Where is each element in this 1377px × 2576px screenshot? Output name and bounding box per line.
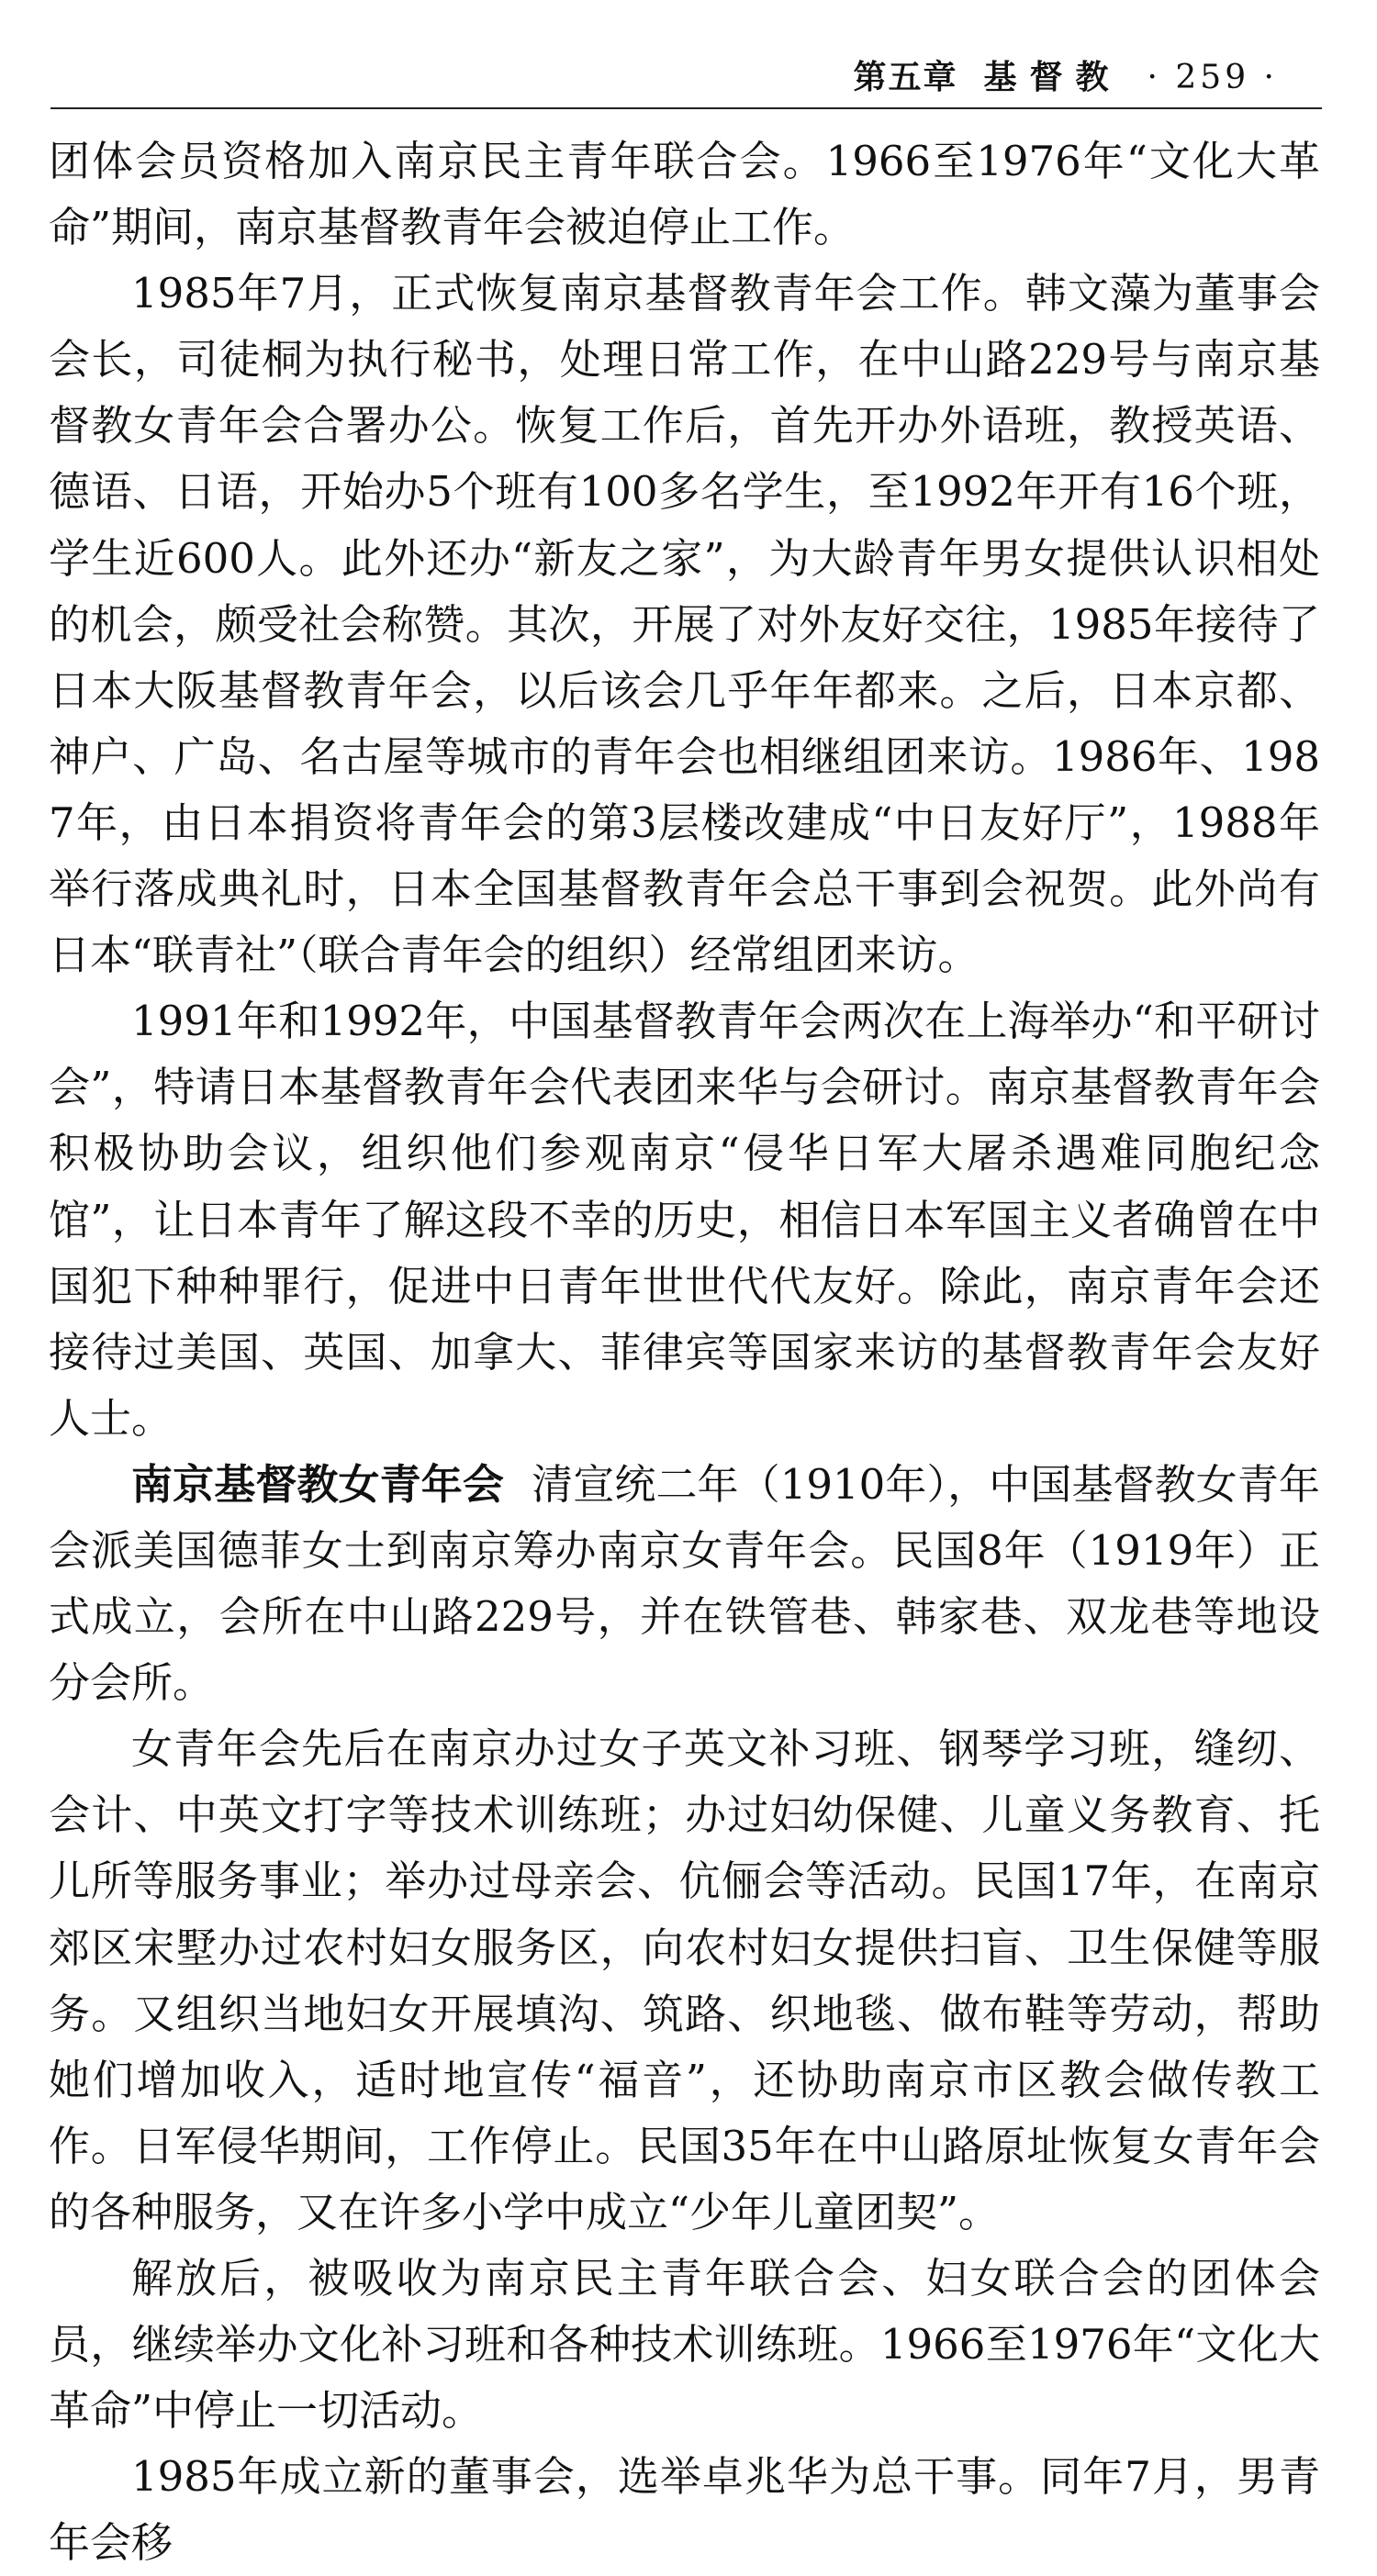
body-text xyxy=(49,128,1320,2576)
paragraph: 解放后，被吸收为南京民主青年联合会、妇女联合会的团体会员，继续举办文化补习班和各种技术训练班。1966至1976年“文化大革命”中停止一切活动。 xyxy=(49,2254,1320,2436)
section-heading: 南京基督教女青年会 xyxy=(131,1459,504,1509)
paragraph-with-heading xyxy=(49,1452,1320,1716)
paragraph-continuation: 团体会员资格加入南京民主青年联合会。1966至1976年“文化大革命”期间，南京基督教青年会被迫停止工作。 xyxy=(49,137,1320,252)
running-header xyxy=(0,50,1278,106)
header-divider xyxy=(50,107,1322,109)
paragraph: 1991年和1992年，中国基督教青年会两次在上海举办“和平研讨会”，特请日本基督教青年会代表团来华与会研讨。南京基督教青年会积极协助会议，组织他们参观南京“侵华日军大屠杀遇难同胞纪念馆”，让日本青年了解这段不幸的历史，相信日本军国主义者确曾在中国犯下种种罪行，促进中日青年世世代代友好。除此，南京青年会还接待过美国、英国、加拿大、菲律宾等国家来访的基督教青年会友好人士。 xyxy=(49,997,1320,1443)
paragraph-body: 清宣统二年（1910年），中国基督教女青年会派美国德菲女士到南京筹办南京女青年会。民国8年（1919年）正式成立，会所在中山路229号，并在铁管巷、韩家巷、双龙巷等地设分会所。 xyxy=(49,1459,1320,1708)
chapter-label: 第五章 xyxy=(853,59,958,96)
chapter-subject: 基督教 xyxy=(983,59,1122,96)
paragraph: 1985年成立新的董事会，选举卓兆华为总干事。同年7月，男青年会移 xyxy=(49,2452,1320,2568)
paragraph: 女青年会先后在南京办过女子英文补习班、钢琴学习班，缝纫、会计、中英文打字等技术训练班；办过妇幼保健、儿童义务教育、托儿所等服务事业；举办过母亲会、伉俪会等活动。民国17年，在南京郊区宋墅办过农村妇女服务区，向农村妇女提供扫盲、卫生保健等服务。又组织当地妇女开展填沟、筑路、织地毯、做布鞋等劳动，帮助她们增加收入，适时地宣传“福音”，还协助南京市区教会做传教工作。日军侵华期间，工作停止。民国35年在中山路原址恢复女青年会的各种服务，又在许多小学中成立“少年儿童团契”。 xyxy=(49,1724,1320,2236)
paragraph: 1985年7月，正式恢复南京基督教青年会工作。韩文藻为董事会会长，司徒桐为执行秘书，处理日常工作，在中山路229号与南京基督教女青年会合署办公。恢复工作后，首先开办外语班，教授英语、德语、日语，开始办5个班有100多名学生，至1992年开有16个班，学生近600人。此外还办“新友之家”，为大龄青年男女提供认识相处的机会，颇受社会称赞。其次，开展了对外友好交往，1985年接待了日本大阪基督教青年会，以后该会几乎年年都来。之后，日本京都、神户、广岛、名古屋等城市的青年会也相继组团来访。1986年、1987年，由日本捐资将青年会的第3层楼改建成“中日友好厅”，1988年举行落成典礼时，日本全国基督教青年会总干事到会祝贺。此外尚有日本“联青社”（联合青年会的组织）经常组团来访。 xyxy=(49,269,1320,980)
page-number: · 259 · xyxy=(1147,59,1278,96)
